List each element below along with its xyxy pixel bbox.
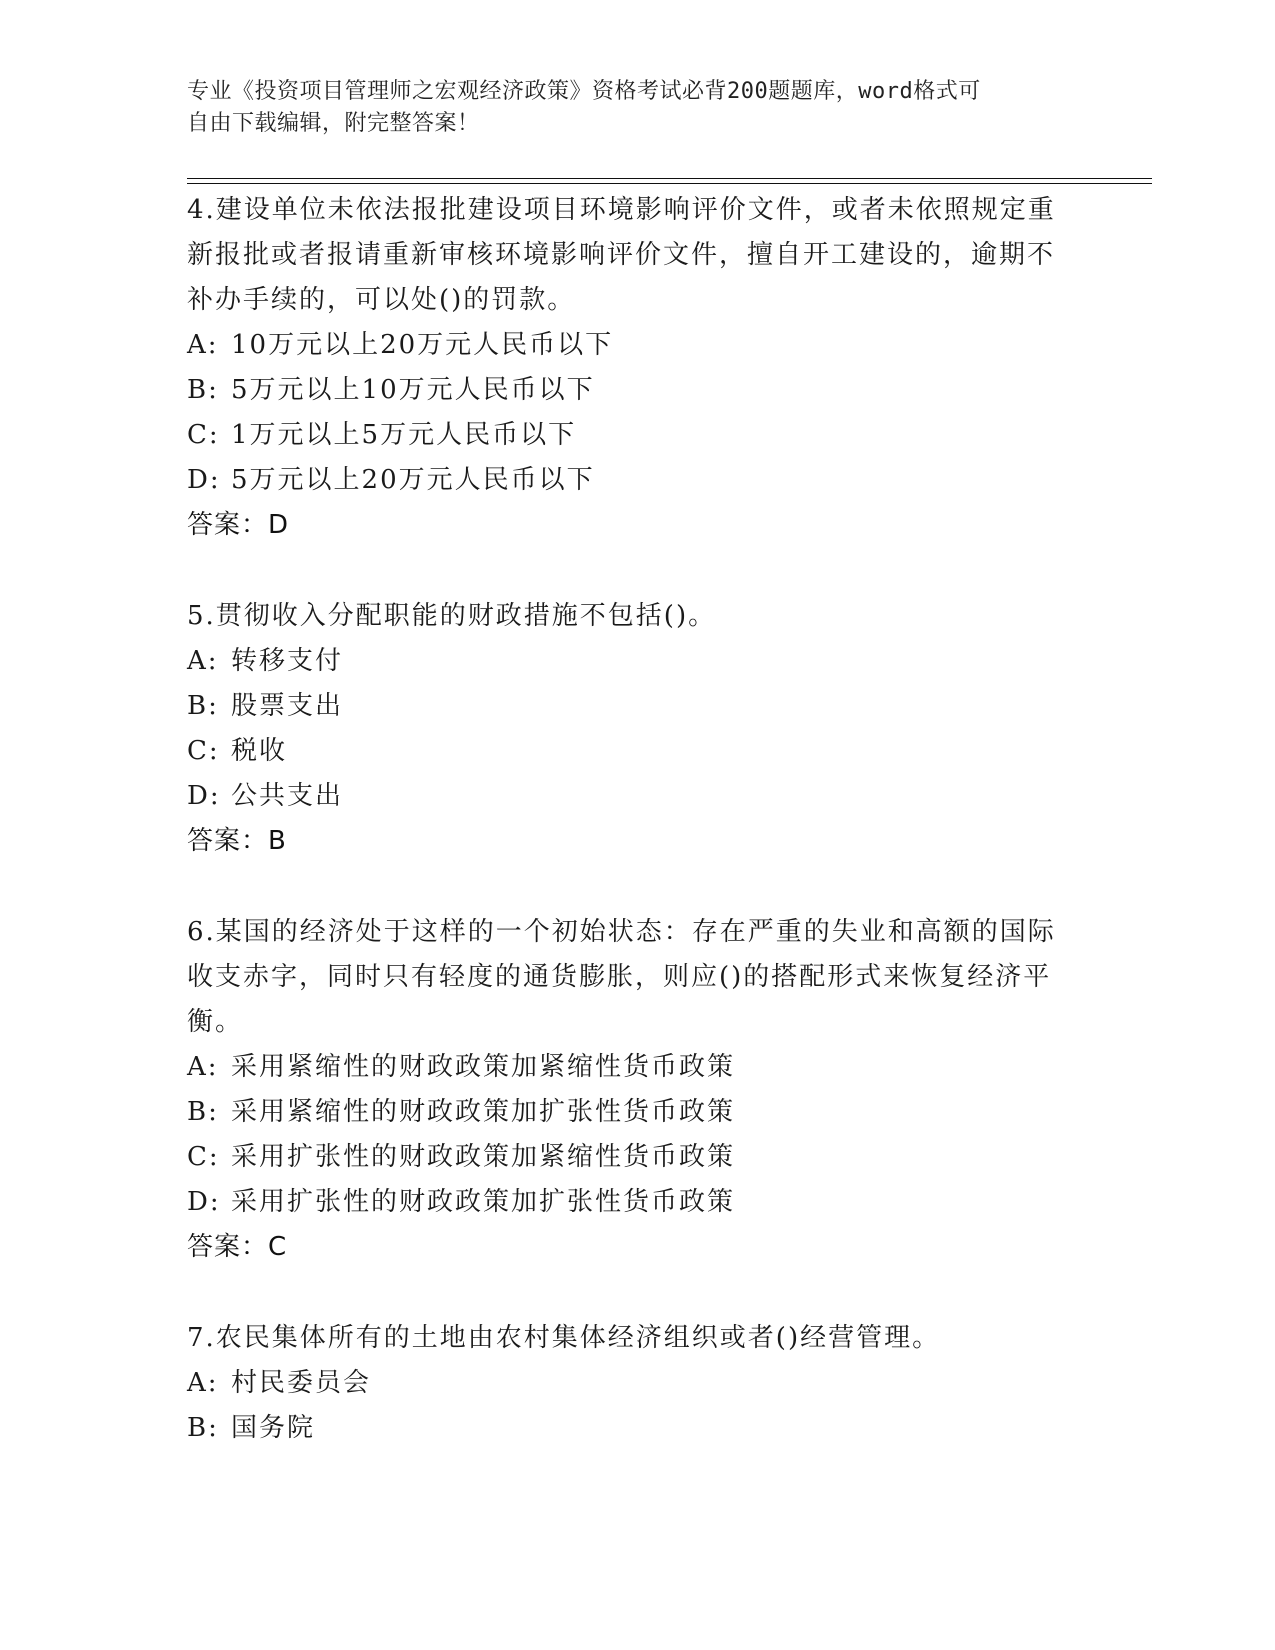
option-text: 采用扩张性的财政政策加紧缩性货币政策 [231, 1142, 736, 1172]
option-text: 国务院 [231, 1413, 316, 1443]
question-option [187, 1090, 1067, 1135]
document-header [187, 76, 1067, 140]
header-line-1: 专业《投资项目管理师之宏观经济政策》资格考试必背200题题库，word格式可 [187, 79, 981, 104]
option-text: 10万元以上20万元人民币以下 [231, 330, 614, 360]
question-text: 5.贯彻收入分配职能的财政措施不包括()。 [187, 601, 717, 631]
question-option [187, 1361, 1067, 1406]
question-item [187, 188, 1067, 548]
option-letter: D: [187, 465, 221, 495]
question-text: 7.农民集体所有的土地由农村集体经济组织或者()经营管理。 [187, 1323, 941, 1353]
question-option [187, 368, 1067, 413]
option-text: 公共支出 [231, 781, 344, 811]
option-letter: D: [187, 1187, 221, 1217]
option-text: 转移支付 [231, 646, 344, 676]
question-answer: 答案：D [187, 510, 290, 540]
header-line-2: 自由下载编辑，附完整答案！ [187, 111, 480, 136]
header-divider-bottom [187, 183, 1152, 184]
option-letter: B: [187, 375, 219, 405]
question-item [187, 594, 1067, 864]
option-text: 5万元以上10万元人民币以下 [231, 375, 595, 405]
question-text: 6.某国的经济处于这样的一个初始状态：存在严重的失业和高额的国际收支赤字，同时只有轻度的通货膨胀，则应()的搭配形式来恢复经济平衡。 [187, 917, 1056, 1037]
option-letter: B: [187, 1097, 219, 1127]
option-text: 采用扩张性的财政政策加扩张性货币政策 [231, 1187, 736, 1217]
option-text: 1万元以上5万元人民币以下 [231, 420, 577, 450]
option-text: 5万元以上20万元人民币以下 [231, 465, 595, 495]
option-text: 采用紧缩性的财政政策加扩张性货币政策 [231, 1097, 736, 1127]
question-option [187, 639, 1067, 684]
question-option [187, 323, 1067, 368]
option-letter: A: [187, 646, 219, 676]
option-letter: B: [187, 1413, 219, 1443]
option-text: 采用紧缩性的财政政策加紧缩性货币政策 [231, 1052, 736, 1082]
option-letter: A: [187, 1052, 219, 1082]
question-option [187, 413, 1067, 458]
option-letter: A: [187, 1368, 219, 1398]
question-option [187, 1045, 1067, 1090]
option-letter: D: [187, 781, 221, 811]
question-option [187, 684, 1067, 729]
question-option [187, 458, 1067, 503]
option-letter: B: [187, 691, 219, 721]
question-text: 4.建设单位未依法报批建设项目环境影响评价文件，或者未依照规定重新报批或者报请重新审核环境影响评价文件，擅自开工建设的，逾期不补办手续的，可以处()的罚款。 [187, 195, 1056, 315]
option-letter: A: [187, 330, 219, 360]
option-letter: C: [187, 420, 220, 450]
header-divider-top [187, 178, 1152, 179]
question-option [187, 1180, 1067, 1225]
question-item [187, 1316, 1067, 1451]
question-answer: 答案：B [187, 826, 287, 856]
option-text: 税收 [231, 736, 288, 766]
question-list [187, 188, 1067, 1497]
option-letter: C: [187, 736, 220, 766]
question-item [187, 910, 1067, 1270]
option-text: 股票支出 [231, 691, 344, 721]
question-option [187, 1406, 1067, 1451]
option-text: 村民委员会 [231, 1368, 372, 1398]
question-answer: 答案：C [187, 1232, 288, 1262]
question-option [187, 729, 1067, 774]
option-letter: C: [187, 1142, 220, 1172]
question-option [187, 1135, 1067, 1180]
question-option [187, 774, 1067, 819]
